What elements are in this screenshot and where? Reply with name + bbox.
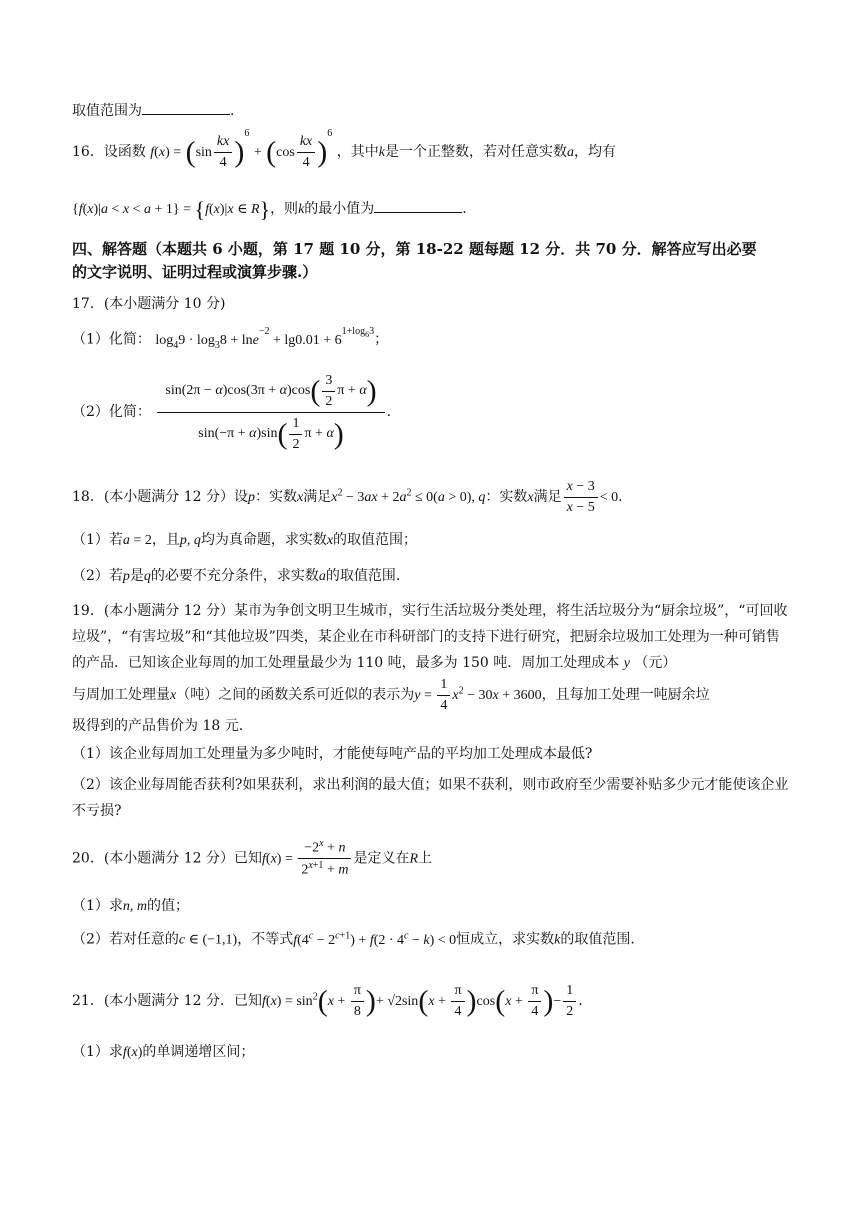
q18-part1: （1）若a = 2，且p, q均为真命题，求实数x的取值范围； <box>72 532 418 548</box>
q21-head: 21．(本小题满分 12 分．已知$f(x) = \sin^2(x$ + $\frac{\pi}{8}$ )+ √2sin(x + $\frac{\pi}{4}$ )cos(x + $\frac{\pi}{4}$ )− $\frac{1}{2}$ . <box>72 983 583 1019</box>
section-heading-line1: 四、解答题（本题共 6 小题，第 17 题 10 分，第 18-22 题每题 12 分．共 70 分．解答应写出必要 <box>72 240 757 258</box>
section-heading-line2: 的文字说明、证明过程或演算步骤.） <box>72 262 318 281</box>
q17-head: 17．(本小题满分 10 分) <box>72 296 226 312</box>
q16-after: ，则 <box>270 200 299 217</box>
answer-blank[interactable] <box>142 100 230 115</box>
q17-part1 <box>72 326 389 352</box>
q19-para1: 19．(本小题满分 12 分）某市为争创文明卫生城市，实行生活垃圾分类处理，将生活垃圾分为“厨余垃圾”，“可回收垃圾”，“有害垃圾”和“其他垃圾”四类，某企业在市科研部门的支持下进行研究，把厨余垃圾加工处理为一种可销售的产品．已知该企业每周的加工处理量最少为 110 吨，最多为 150 吨．周加工处理成本 y （元） <box>72 603 788 671</box>
q19-part1: （1）该企业每周加工处理量为多少吨时，才能使每吨产品的平均加工处理成本最低? <box>72 746 593 762</box>
q16-line1: 16．设函数 f(x) = (sin $\frac{kx}{4}$ )$^6$ + (cos $\frac{kx}{4}$ )$^6$ ，其中k是一个正整数，若对任意实数a，均有 <box>72 128 616 170</box>
q19-text: 19．(本小题满分 12 分）某市为争创文明卫生城市，实行生活垃圾分类处理，将生活垃圾分为“厨余垃圾”，“可回收垃圾”，“有害垃圾”和“其他垃圾”四类，某企业在市科研部门的支持下进行研究，把厨余垃圾加工处理为一种可销售的产品．已知该企业每周的加工处理量最少为 110 吨，最多为 150 吨．周加工处理成本 <box>72 603 788 671</box>
q17-p2-formula: sin(2π − α)cos(3π + α)cos( $\frac{3}{2}$ π + α) sin(−π + α)sin( $\frac{1}{2}$ π + α) <box>157 372 384 453</box>
q16-mid2: 是一个正整数，若对任意实数 <box>384 144 567 160</box>
q16-mid1: ，其中 <box>336 144 379 160</box>
q19-part2: （2）该企业每周能否获利?如果获利，求出利润的最大值；如果不获利，则市政府至少需要补贴多少元才能使该企业不亏损? <box>72 777 789 819</box>
q17-p2-label: （2）化简： <box>72 403 151 420</box>
q15-text: 取值范围为 <box>72 103 142 119</box>
q19-line-c: 圾得到的产品售价为 18 元. <box>72 718 244 734</box>
q16-after2: 的最小值为 <box>304 200 375 217</box>
q16-lead: 16．设函数 <box>72 144 146 160</box>
q21-part1: （1）求f(x)的单调递增区间； <box>72 1044 255 1060</box>
q17-p1-label: （1）化简： <box>72 331 151 348</box>
q17-p1-end: ； <box>374 331 389 348</box>
section-heading <box>72 240 757 282</box>
q16-end: . <box>462 200 467 217</box>
q17-p2-end: . <box>386 403 392 420</box>
q16-set-formula: {f(x)|a < x < a + 1} = {f(x)|x ∈ R} <box>72 197 271 222</box>
q20-head: 20．(本小题满分 12 分）已知f(x) = $\frac{-2^x + n}{2^{x+1} + m}$ 是定义在R上 <box>72 838 433 878</box>
answer-blank-16[interactable] <box>374 198 462 213</box>
q15-end: . <box>230 103 235 119</box>
q15-tail <box>72 100 234 121</box>
q16-line2: {f(x)|a < x < a + 1} = {f(x)|x ∈ R}，则k的最小值为 . <box>72 197 467 222</box>
q18-head: 18．(本小题满分 12 分）设p：实数x满足$x^2 - 3ax + 2a^2 \le 0(a > 0)$, q：实数x满足 $\frac{x - 3}{x - 5}$ < 0. <box>72 479 623 515</box>
q20-part2: （2）若对任意的c ∈ (−1,1)，不等式$f(4^c - 2^{c+1}) + f(2 \cdot 4^c - k) < 0$恒成立，求实数k的取值范围. <box>72 930 635 948</box>
q17-p1-formula: $\log_49 \cdot \log_38 + \ln e^{-2} + \lg 0.01 + 6^{1+log_63}$ <box>155 326 375 351</box>
q18-head-text: 18．(本小题满分 12 分）设 <box>72 489 248 505</box>
q16-formula: f <box>150 145 155 160</box>
q17-part2 <box>72 372 391 453</box>
q16-mid3: ，均有 <box>573 144 616 160</box>
q20-part1: （1）求n, m的值； <box>72 898 190 914</box>
q18-part2: （2）若p是q的必要不充分条件，求实数a的取值范围. <box>72 568 401 584</box>
q19-line-b: 与周加工处理量x（吨）之间的函数关系可近似的表示为y = $\frac{1}{4}$ $x^2 - 30x + 3600$，且每加工处理一吨厨余垃 <box>72 677 710 713</box>
